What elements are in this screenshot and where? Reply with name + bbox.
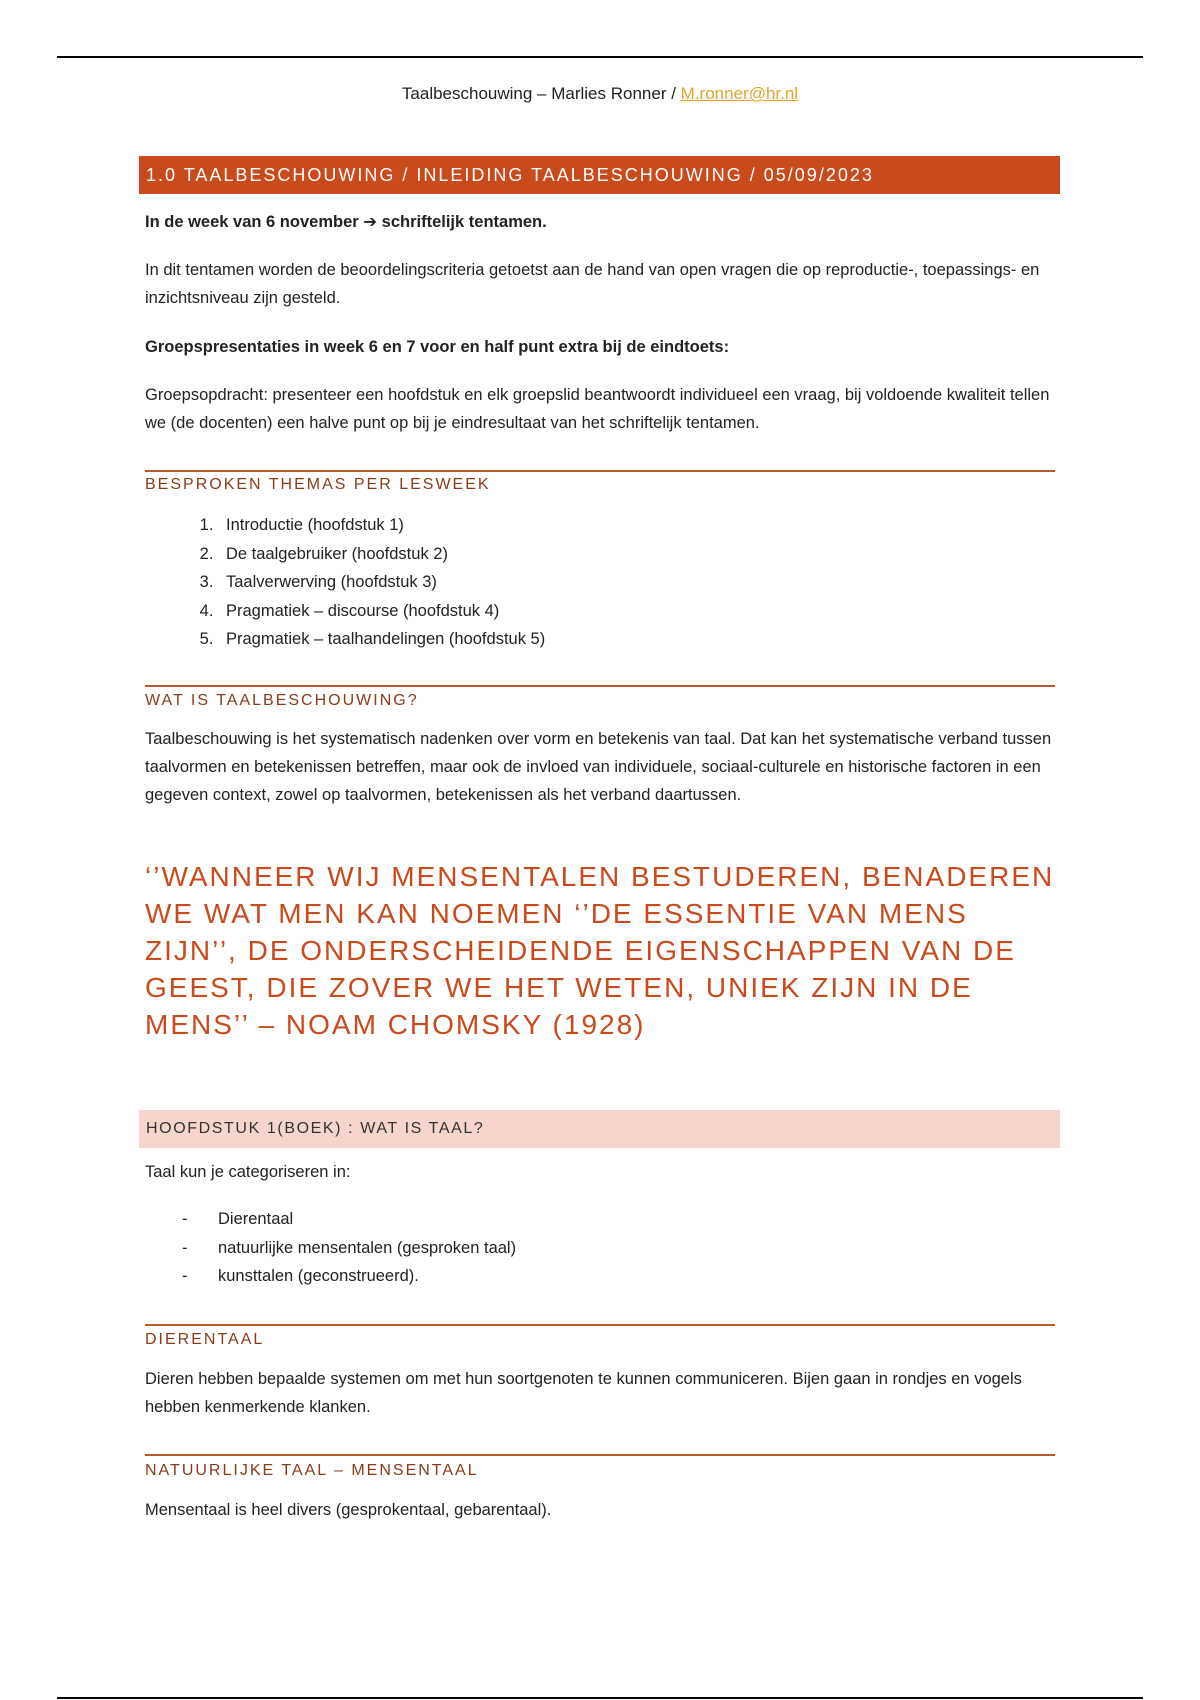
list-item bbox=[180, 1205, 516, 1234]
list-item: 3. Taalverwerving (hoofdstuk 3) bbox=[218, 568, 545, 597]
language-categories-list bbox=[180, 1205, 516, 1291]
page-header bbox=[0, 84, 1200, 104]
dash-bullet: - bbox=[182, 1238, 188, 1257]
list-item: 1. Introductie (hoofdstuk 1) bbox=[218, 511, 545, 540]
list-item-text: kunsttalen (geconstrueerd). bbox=[218, 1267, 419, 1285]
exam-announcement: In de week van 6 november ➔ schriftelijk tentamen. bbox=[145, 213, 547, 231]
list-item bbox=[180, 1234, 516, 1263]
themes-list bbox=[180, 511, 545, 654]
dierentaal-text: Dieren hebben bepaalde systemen om met hun soortgenoten te kunnen communiceren. Bijen gaan in rondjes en vogels hebben kenmerkende klanken. bbox=[145, 1370, 1022, 1416]
section-heading-chapter1: HOOFDSTUK 1(BOEK) : WAT IS TAAL? bbox=[139, 1110, 1060, 1148]
presentations-description: Groepsopdracht: presenteer een hoofdstuk en elk groepslid beantwoordt individueel een vraag, bij voldoende kwaliteit tellen we (de docenten) een halve punt op bij je eindresultaat van het schriftelijk tentamen. bbox=[145, 386, 1050, 432]
dierentaal-rule bbox=[145, 1324, 1055, 1326]
exam-description: In dit tentamen worden de beoordelingscriteria getoetst aan de hand van open vragen die op reproductie-, toepassings- en inzichtsniveau zijn gesteld. bbox=[145, 261, 1040, 307]
chomsky-quote: ‘’WANNEER WIJ MENSENTALEN BESTUDEREN, BENADEREN WE WAT MEN KAN NOEMEN ‘’DE ESSENTIE VAN MENS ZIJN’’, DE ONDERSCHEIDENDE EIGENSCHAPPEN VAN DE GEEST, DIE ZOVER WE HET WETEN, UNIEK ZIJN IN DE MENS’’ – NOAM CHOMSKY (1928) bbox=[145, 861, 1055, 1040]
list-item bbox=[180, 1262, 516, 1291]
dierentaal-heading: DIERENTAAL bbox=[145, 1331, 265, 1348]
header-author: Taalbeschouwing – Marlies Ronner / bbox=[401, 84, 681, 103]
themes-heading: BESPROKEN THEMAS PER LESWEEK bbox=[145, 476, 491, 493]
dash-bullet: - bbox=[182, 1267, 188, 1285]
natuurlijke-taal-heading: NATUURLIJKE TAAL – MENSENTAAL bbox=[145, 1462, 479, 1479]
what-is-rule bbox=[145, 685, 1055, 687]
natuurlijke-taal-rule bbox=[145, 1454, 1055, 1456]
list-item: 2. De taalgebruiker (hoofdstuk 2) bbox=[218, 540, 545, 569]
list-item-text: Dierentaal bbox=[218, 1210, 294, 1228]
author-email-link[interactable]: M.ronner@hr.nl bbox=[680, 84, 799, 103]
taalbeschouwing-definition: Taalbeschouwing is het systematisch nadenken over vorm en betekenis van taal. Dat kan het systematische verband tussen taalvormen en betekenissen betreffen, maar ook de invloed van individuele, sociaal-culturele en historische factoren in een gegeven context, zowel op taalvormen, betekenissen als het verband daartussen. bbox=[145, 730, 1052, 804]
list-item-text: natuurlijke mensentalen (gesproken taal) bbox=[218, 1238, 517, 1257]
presentations-heading: Groepspresentaties in week 6 en 7 voor en half punt extra bij de eindtoets: bbox=[145, 338, 730, 356]
dash-bullet: - bbox=[182, 1210, 188, 1228]
chapter1-intro: Taal kun je categoriseren in: bbox=[145, 1163, 351, 1181]
what-is-heading: WAT IS TAALBESCHOUWING? bbox=[145, 692, 419, 709]
list-item: 4. Pragmatiek – discourse (hoofdstuk 4) bbox=[218, 597, 545, 626]
page-bottom-rule bbox=[57, 1697, 1143, 1699]
list-item: 5. Pragmatiek – taalhandelingen (hoofdstuk 5) bbox=[218, 625, 545, 654]
section-heading-intro: 1.0 TAALBESCHOUWING / INLEIDING TAALBESCHOUWING / 05/09/2023 bbox=[139, 156, 1060, 194]
page-top-rule bbox=[57, 56, 1143, 58]
themes-rule bbox=[145, 470, 1055, 472]
mensentaal-text: Mensentaal is heel divers (gesprokentaal, gebarentaal). bbox=[145, 1501, 552, 1519]
